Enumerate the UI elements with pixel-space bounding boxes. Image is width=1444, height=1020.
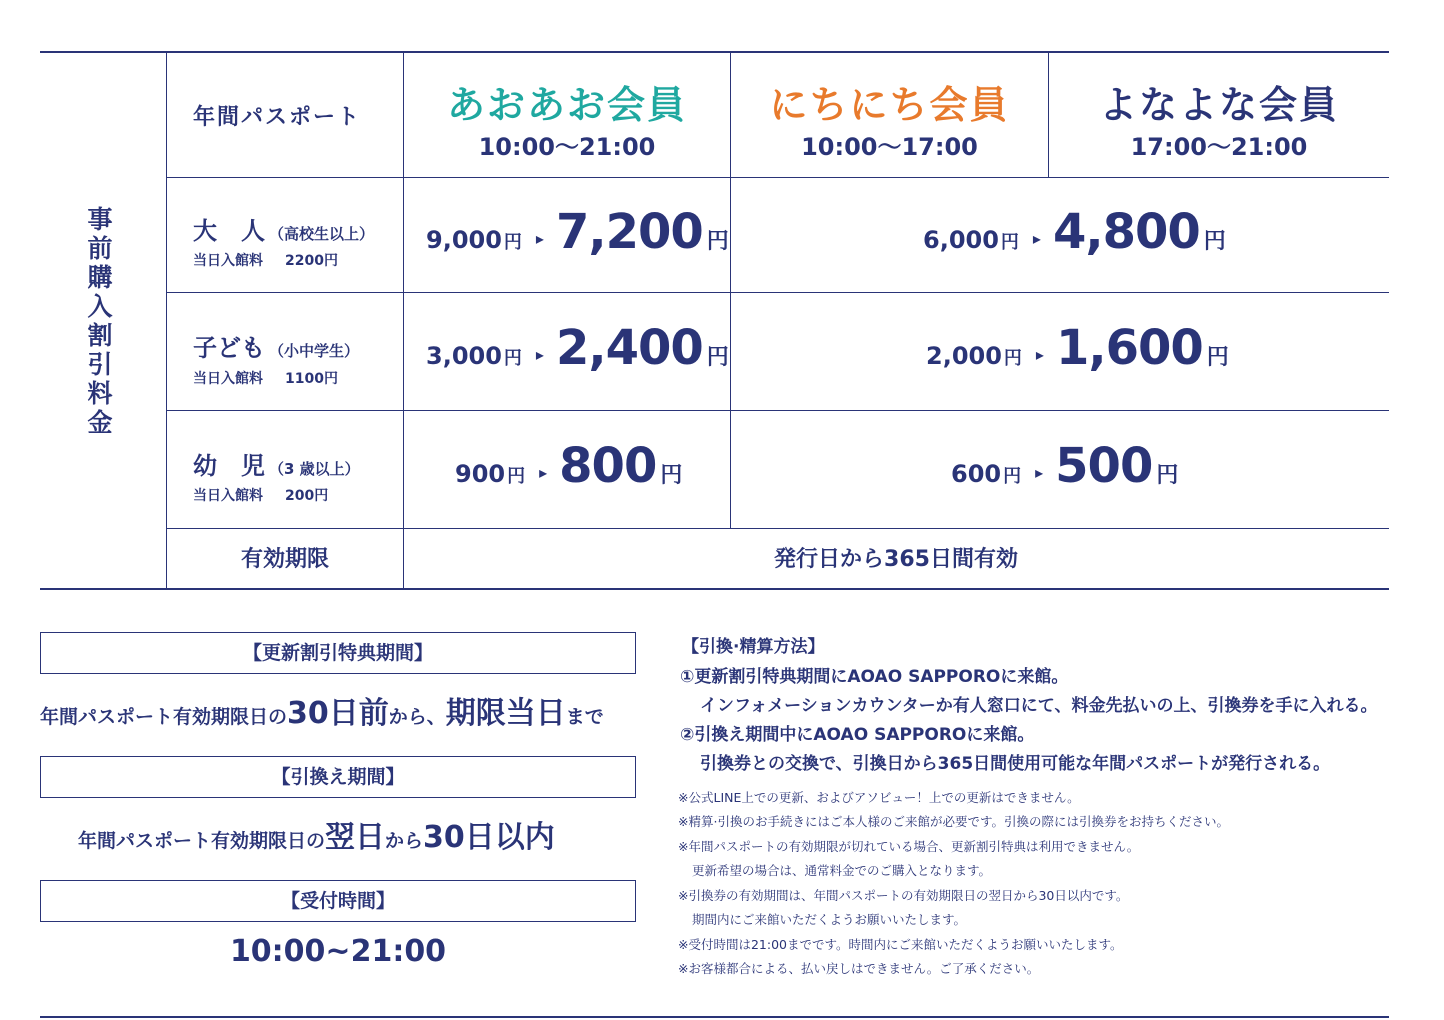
exchange-period-text: 年間パスポート有効期限日の翌日から30日以内 [78, 820, 555, 855]
note-line: 期間内にご来館いただくようお願いいたします。 [692, 912, 967, 927]
page-bottom-rule [40, 1016, 1389, 1018]
nichinichi-member-hours: 10:00～17:00 [801, 133, 978, 161]
method-step-2-detail: 引換券との交換で、引換日から365日間使用可能な年間パスポートが発行される。 [700, 754, 1331, 774]
child-row-label: 子ども （小中学生） [193, 334, 360, 362]
adult-gate-price: 当日入館料 2200円 [193, 253, 338, 269]
reception-hours-value: 10:00~21:00 [229, 934, 447, 969]
note-line: ※年間パスポートの有効期限が切れている場合、更新割引特典は利用できません。 [678, 839, 1140, 854]
arrow-icon: ▸ [1035, 463, 1044, 482]
nichinichi-member-title: にちにち会員 [769, 83, 1010, 127]
infant-other-price: 600 円 ▸ 500 円 [951, 438, 1179, 494]
infant-row-label: 幼 児 （3 歳以上） [193, 452, 360, 480]
adult-other-price: 6,000 円 ▸ 4,800 円 [923, 204, 1226, 260]
child-other-price: 2,000 円 ▸ 1,600 円 [926, 320, 1229, 376]
arrow-icon: ▸ [539, 463, 548, 482]
exchange-period-title: 【引換え期間】 [40, 756, 636, 798]
child-gate-price: 当日入館料 1100円 [193, 371, 338, 387]
validity-label: 有効期限 [240, 547, 329, 572]
note-line: ※お客様都合による、払い戻しはできません。ご了承ください。 [678, 961, 1040, 976]
exchange-method-title: 【引換·精算方法】 [682, 637, 825, 657]
method-step-1-detail: インフォメーションカウンターか有人窓口にて、料金先払いの上、引換券を手に入れる。 [700, 696, 1378, 716]
adult-row-label: 大 人 （高校生以上） [193, 217, 375, 245]
row-divider [167, 528, 1389, 529]
validity-value: 発行日から365日間有効 [774, 547, 1018, 572]
adult-aoao-price: 9,000 円 ▸ 7,200 円 [426, 204, 729, 260]
arrow-icon: ▸ [1035, 345, 1044, 364]
infant-gate-price: 当日入館料 200円 [193, 488, 329, 504]
row-divider [167, 177, 1389, 178]
row-divider [167, 292, 1389, 293]
method-step-2: ②引換え期間中にAOAO SAPPOROに来館。 [680, 725, 1035, 745]
column-divider [166, 52, 167, 588]
aoao-member-title: あおあお会員 [446, 83, 687, 127]
note-line: ※公式LINE上での更新、およびアソビュー！上での更新はできません。 [678, 790, 1080, 805]
arrow-icon: ▸ [1032, 229, 1041, 248]
arrow-icon: ▸ [535, 229, 544, 248]
note-line: ※精算·引換のお手続きにはご本人様のご来館が必要です。引換の際には引換券をお持ちください。 [678, 814, 1229, 829]
child-aoao-price: 3,000 円 ▸ 2,400 円 [426, 320, 729, 376]
note-line: 更新希望の場合は、通常料金でのご購入となります。 [692, 863, 992, 878]
infant-aoao-price: 900 円 ▸ 800 円 [455, 438, 683, 494]
method-step-1: ①更新割引特典期間にAOAO SAPPOROに来館。 [680, 667, 1069, 687]
renewal-period-title: 【更新割引特典期間】 [40, 632, 636, 674]
row-divider [167, 410, 1389, 411]
annual-pass-header: 年間パスポート [193, 105, 362, 130]
aoao-member-hours: 10:00～21:00 [478, 133, 656, 161]
table-top-border [40, 51, 1389, 53]
yonayona-member-title: よなよな会員 [1098, 83, 1339, 127]
note-line: ※引換券の有効期間は、年間パスポートの有効期限日の翌日から30日以内です。 [678, 888, 1129, 903]
arrow-icon: ▸ [535, 345, 544, 364]
table-bottom-border [40, 588, 1389, 590]
reception-hours-title: 【受付時間】 [40, 880, 636, 922]
yonayona-member-hours: 17:00～21:00 [1130, 133, 1308, 161]
renewal-period-text: 年間パスポート有効期限日の30日前から、期限当日まで [40, 696, 604, 731]
discount-section-label: 事 前 購 入 割 引 料 金 [87, 205, 113, 437]
note-line: ※受付時間は21:00までです。時間内にご来館いただくようお願いいたします。 [678, 937, 1123, 952]
